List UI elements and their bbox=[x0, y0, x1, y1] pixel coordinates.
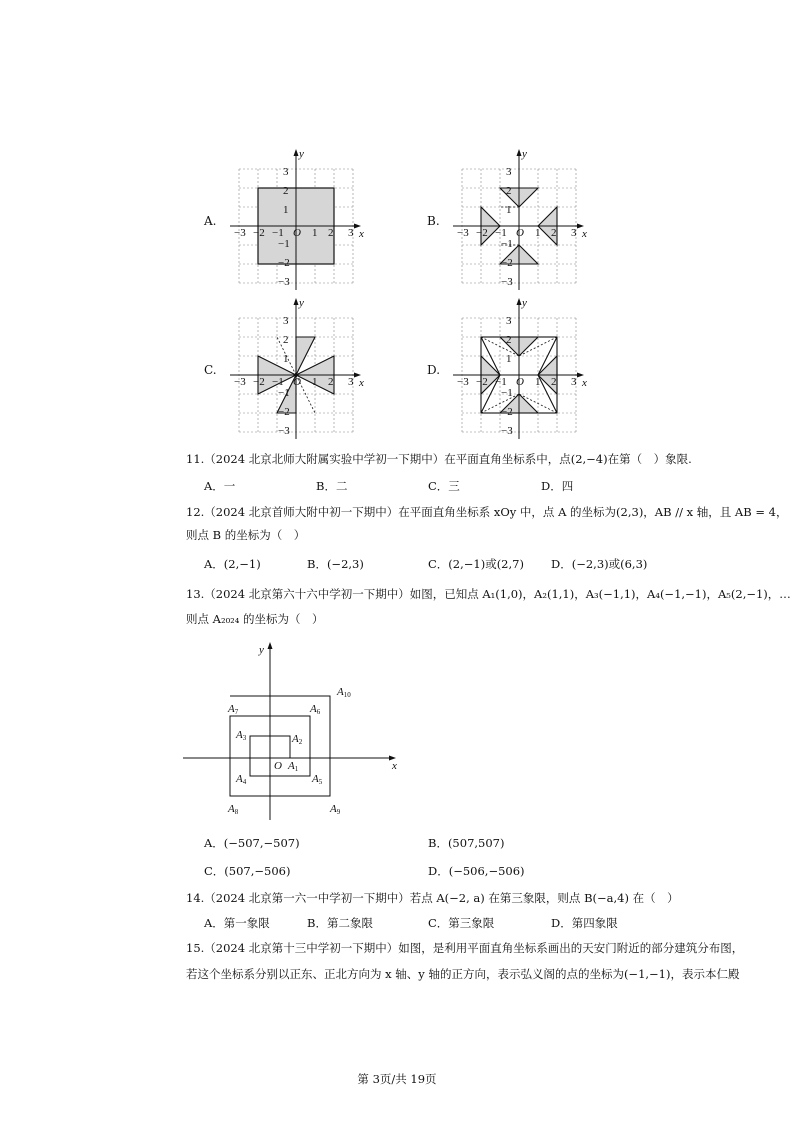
y-axis-label: y bbox=[299, 297, 304, 309]
q13-choice-b[interactable]: B．(507,507) bbox=[428, 836, 505, 850]
fig-c-label[interactable]: C. bbox=[204, 363, 217, 377]
y-axis-label: y bbox=[522, 297, 527, 309]
tick-y: 2 bbox=[506, 185, 512, 197]
x-axis-label: x bbox=[582, 228, 587, 240]
origin-label: O bbox=[516, 227, 524, 239]
fig-a-label[interactable]: A. bbox=[204, 214, 217, 228]
tick-y: 3 bbox=[506, 166, 512, 178]
subscript: 10 bbox=[343, 691, 351, 699]
y-axis-label: y bbox=[522, 148, 527, 160]
subscript: 3 bbox=[242, 734, 247, 742]
q12-choice-a[interactable]: A．(2,−1) bbox=[204, 557, 261, 571]
tick-y: −1 bbox=[501, 238, 513, 250]
tick-y: −2 bbox=[501, 406, 513, 418]
tick-y: −3 bbox=[501, 425, 513, 437]
tick-y: −2 bbox=[278, 406, 290, 418]
fig-d-label[interactable]: D. bbox=[427, 363, 441, 377]
tick-y: 2 bbox=[283, 334, 289, 346]
tick-y: 1 bbox=[283, 204, 289, 216]
x-axis-label: x bbox=[359, 377, 364, 389]
question-15-line2: 若这个坐标系分别以正东、正北方向为 x 轴、y 轴的正方向，表示弘义阁的点的坐标为(−1,−1)，表示本仁殿 bbox=[186, 967, 740, 981]
tick-x: 2 bbox=[551, 376, 557, 388]
svg-text:A10 bbox=[336, 686, 351, 699]
q11-choice-c[interactable]: C．三 bbox=[428, 479, 460, 493]
question-14: 14.（2024 北京第一六一中学初一下期中）若点 A(−2, a) 在第三象限，则点 B(−a,4) 在（ ） bbox=[186, 891, 679, 905]
svg-text:A8 bbox=[227, 803, 239, 816]
subscript: 8 bbox=[234, 808, 239, 816]
question-15-line1: 15.（2024 北京第十三中学初一下期中）如图，是利用平面直角坐标系画出的天安门附近的部分建筑分布图， bbox=[186, 941, 744, 955]
tick-x: 3 bbox=[348, 227, 354, 239]
point-a3: A bbox=[236, 729, 243, 741]
tick-y: 3 bbox=[283, 315, 289, 327]
figure-d bbox=[448, 294, 588, 448]
svg-text:A4 bbox=[235, 773, 247, 786]
tick-x: 1 bbox=[312, 376, 318, 388]
point-a9: A bbox=[330, 803, 337, 815]
subscript: 4 bbox=[242, 778, 247, 786]
x-axis-label: x bbox=[359, 228, 364, 240]
q13-choice-a[interactable]: A．(−507,−507) bbox=[204, 836, 300, 850]
x-axis-label: x bbox=[582, 377, 587, 389]
tick-x: −1 bbox=[495, 227, 507, 239]
tick-x: −3 bbox=[234, 227, 246, 239]
point-a7: A bbox=[228, 703, 235, 715]
point-a2: A bbox=[292, 733, 299, 745]
x-axis-label: x bbox=[392, 760, 397, 772]
q14-choice-a[interactable]: A．第一象限 bbox=[204, 916, 270, 930]
tick-x: 2 bbox=[328, 227, 334, 239]
svg-text:A3 bbox=[235, 729, 247, 742]
q14-choice-b[interactable]: B．第二象限 bbox=[307, 916, 373, 930]
subscript: 1 bbox=[294, 765, 299, 773]
tick-x: 1 bbox=[535, 227, 541, 239]
origin-label: O bbox=[293, 376, 301, 388]
tick-x: 1 bbox=[535, 376, 541, 388]
point-a5: A bbox=[312, 773, 319, 785]
tick-y: −3 bbox=[278, 276, 290, 288]
tick-x: 1 bbox=[312, 227, 318, 239]
q12-choice-d[interactable]: D．(−2,3)或(6,3) bbox=[551, 557, 648, 571]
tick-y: 3 bbox=[283, 166, 289, 178]
svg-text:A2 bbox=[291, 733, 303, 746]
y-axis-label: y bbox=[259, 644, 264, 656]
tick-x: −3 bbox=[234, 376, 246, 388]
tick-y: −2 bbox=[278, 257, 290, 269]
fig-b-label[interactable]: B. bbox=[427, 214, 440, 228]
tick-y: 1 bbox=[283, 353, 289, 365]
svg-text:A5 bbox=[311, 773, 323, 786]
svg-text:A6 bbox=[309, 703, 321, 716]
q12-choice-b[interactable]: B．(−2,3) bbox=[307, 557, 364, 571]
q13-choice-c[interactable]: C．(507,−506) bbox=[204, 864, 291, 878]
point-a6: A bbox=[310, 703, 317, 715]
tick-x: 3 bbox=[571, 227, 577, 239]
y-axis-label: y bbox=[299, 148, 304, 160]
tick-y: −2 bbox=[501, 257, 513, 269]
svg-text:A1 bbox=[287, 760, 299, 773]
origin-label: O bbox=[274, 760, 282, 772]
tick-x: −3 bbox=[457, 227, 469, 239]
tick-y: 1 bbox=[506, 353, 512, 365]
tick-x: −2 bbox=[476, 227, 488, 239]
tick-x: −3 bbox=[457, 376, 469, 388]
question-11: 11.（2024 北京北师大附属实验中学初一下期中）在平面直角坐标系中，点(2,−4)在第（ ）象限. bbox=[186, 452, 692, 466]
tick-y: −1 bbox=[278, 238, 290, 250]
subscript: 5 bbox=[318, 778, 323, 786]
tick-x: −1 bbox=[272, 227, 284, 239]
tick-x: 2 bbox=[551, 227, 557, 239]
tick-y: 1 bbox=[506, 204, 512, 216]
tick-x: −1 bbox=[495, 376, 507, 388]
figure-c bbox=[225, 294, 365, 448]
question-12-line2: 则点 B 的坐标为（ ） bbox=[186, 528, 306, 542]
point-a1: A bbox=[288, 760, 295, 772]
spiral-figure bbox=[180, 638, 405, 827]
svg-text:A7 bbox=[227, 703, 239, 716]
tick-x: −2 bbox=[476, 376, 488, 388]
point-a10: A bbox=[337, 686, 344, 698]
figure-b bbox=[448, 145, 588, 299]
tick-x: 2 bbox=[328, 376, 334, 388]
q12-choice-c[interactable]: C．(2,−1)或(2,7) bbox=[428, 557, 524, 571]
tick-x: 3 bbox=[571, 376, 577, 388]
tick-x: −2 bbox=[253, 376, 265, 388]
q11-choice-b[interactable]: B．二 bbox=[316, 479, 348, 493]
tick-y: 2 bbox=[506, 334, 512, 346]
tick-x: 3 bbox=[348, 376, 354, 388]
point-a4: A bbox=[236, 773, 243, 785]
tick-y: −1 bbox=[278, 387, 290, 399]
tick-y: −1 bbox=[501, 387, 513, 399]
q13-choice-d[interactable]: D．(−506,−506) bbox=[428, 864, 525, 878]
question-13-line1: 13.（2024 北京第六十六中学初一下期中）如图，已知点 A₁(1,0)，A₂(1,1)，A₃(−1,1)，A₄(−1,−1)，A₅(2,−1)，… bbox=[186, 587, 791, 601]
tick-y: 2 bbox=[283, 185, 289, 197]
question-12-line1: 12.（2024 北京首师大附中初一下期中）在平面直角坐标系 xOy 中，点 A 的坐标为(2,3)，AB // x 轴，且 AB = 4， bbox=[186, 505, 788, 519]
tick-y: 3 bbox=[506, 315, 512, 327]
subscript: 9 bbox=[336, 808, 341, 816]
subscript: 2 bbox=[298, 738, 303, 746]
origin-label: O bbox=[516, 376, 524, 388]
question-13-line2: 则点 A₂₀₂₄ 的坐标为（ ） bbox=[186, 612, 324, 626]
subscript: 7 bbox=[234, 708, 239, 716]
tick-y: −3 bbox=[501, 276, 513, 288]
tick-x: −1 bbox=[272, 376, 284, 388]
svg-text:A9 bbox=[329, 803, 341, 816]
q14-choice-c[interactable]: C．第三象限 bbox=[428, 916, 495, 930]
page-footer: 第 3页/共 19页 bbox=[357, 1072, 437, 1086]
q14-choice-d[interactable]: D．第四象限 bbox=[551, 916, 618, 930]
tick-y: −3 bbox=[278, 425, 290, 437]
q11-choice-a[interactable]: A．一 bbox=[204, 479, 236, 493]
q11-choice-d[interactable]: D．四 bbox=[541, 479, 574, 493]
subscript: 6 bbox=[316, 708, 321, 716]
point-a8: A bbox=[228, 803, 235, 815]
origin-label: O bbox=[293, 227, 301, 239]
figure-a bbox=[225, 145, 365, 299]
tick-x: −2 bbox=[253, 227, 265, 239]
